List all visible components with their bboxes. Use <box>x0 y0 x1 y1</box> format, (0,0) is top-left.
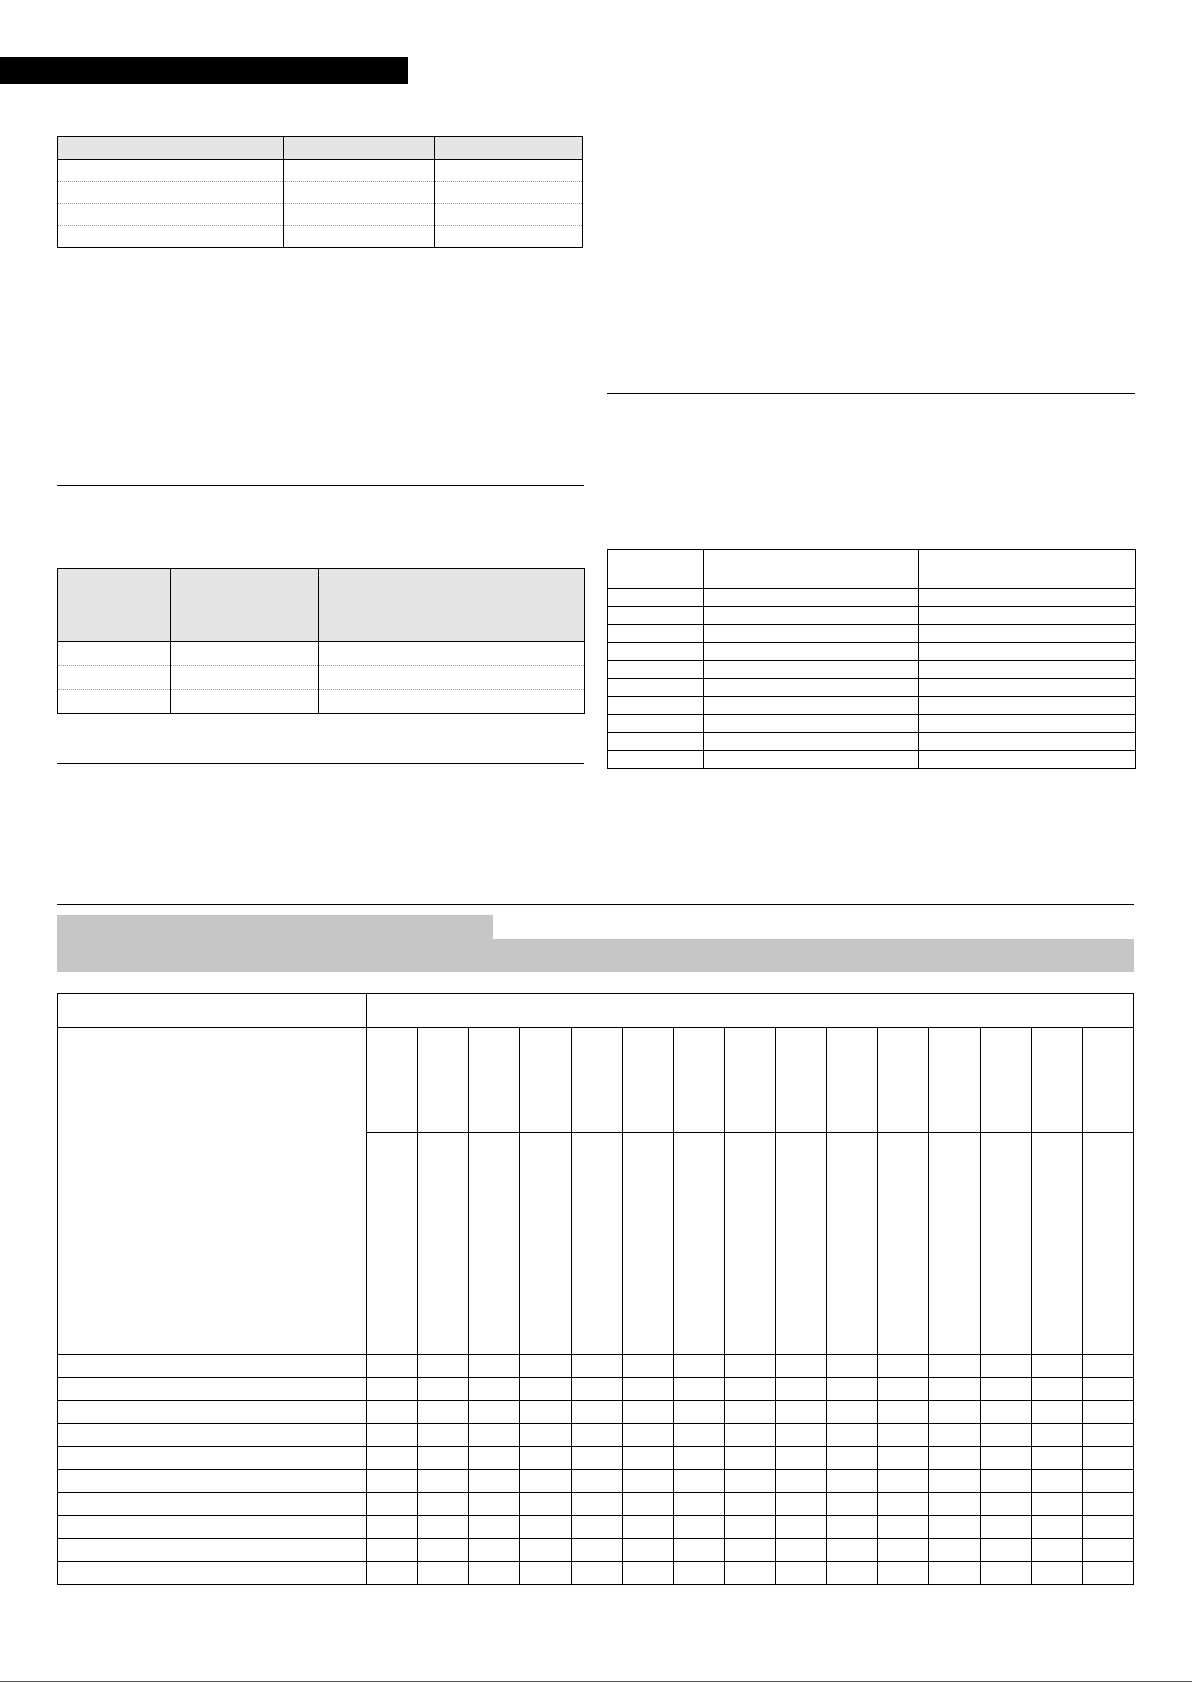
table-row <box>58 642 585 666</box>
table-cell <box>704 715 919 733</box>
matrix-subheader <box>980 1133 1031 1355</box>
matrix-cell <box>724 1562 775 1585</box>
matrix-cell <box>673 1355 724 1378</box>
matrix-cell <box>520 1516 571 1539</box>
footer-rule <box>0 1681 1192 1682</box>
matrix-cell <box>367 1539 418 1562</box>
matrix-subheader <box>1082 1133 1133 1355</box>
matrix-group-header <box>367 994 1134 1028</box>
matrix-cell <box>673 1424 724 1447</box>
table-cell <box>608 625 704 643</box>
matrix-cell <box>469 1378 520 1401</box>
table-cell <box>608 715 704 733</box>
table-cell <box>608 643 704 661</box>
matrix-cell <box>776 1424 827 1447</box>
matrix-cell <box>571 1355 622 1378</box>
matrix-cell <box>520 1447 571 1470</box>
matrix-cell <box>571 1378 622 1401</box>
matrix-cell <box>622 1539 673 1562</box>
table-cell <box>919 715 1136 733</box>
matrix-cell <box>878 1493 929 1516</box>
table-cell <box>704 607 919 625</box>
matrix-cell <box>724 1424 775 1447</box>
header-bar <box>0 57 408 84</box>
matrix-cell <box>418 1355 469 1378</box>
matrix-row <box>58 1470 1134 1493</box>
matrix-cell <box>367 1447 418 1470</box>
matrix-row-label <box>58 1493 367 1516</box>
column-header <box>171 569 319 642</box>
matrix-table <box>57 993 1134 1585</box>
matrix-cell <box>776 1516 827 1539</box>
matrix-cell <box>776 1378 827 1401</box>
matrix-cell <box>724 1493 775 1516</box>
matrix-cell <box>776 1562 827 1585</box>
matrix-cell <box>1082 1401 1133 1424</box>
table-cell <box>704 733 919 751</box>
matrix-cell <box>367 1355 418 1378</box>
table-cell <box>434 226 582 248</box>
matrix-cell <box>724 1470 775 1493</box>
matrix-cell <box>878 1378 929 1401</box>
divider-left-1 <box>57 485 584 486</box>
table-cell <box>434 182 582 204</box>
matrix-row <box>58 1378 1134 1401</box>
matrix-column-header <box>367 1028 418 1133</box>
table-row <box>58 160 583 182</box>
matrix-column-header <box>878 1028 929 1133</box>
matrix-label-column-header <box>58 1028 367 1355</box>
matrix-cell <box>673 1493 724 1516</box>
table-cell <box>608 751 704 769</box>
table-cell <box>919 625 1136 643</box>
matrix-cell <box>929 1355 980 1378</box>
matrix-row <box>58 1447 1134 1470</box>
table-cell <box>608 607 704 625</box>
matrix-subheader <box>929 1133 980 1355</box>
matrix-cell <box>520 1378 571 1401</box>
table-mid-left <box>57 568 585 714</box>
table-cell <box>919 679 1136 697</box>
matrix-cell <box>878 1562 929 1585</box>
matrix-corner-header <box>58 994 367 1028</box>
matrix-row-label <box>58 1424 367 1447</box>
column-header <box>704 550 919 589</box>
matrix-cell <box>571 1493 622 1516</box>
matrix-body <box>58 1355 1134 1585</box>
matrix-cell <box>1031 1447 1082 1470</box>
matrix-cell <box>980 1355 1031 1378</box>
matrix-cell <box>571 1470 622 1493</box>
column-header <box>284 137 434 160</box>
matrix-row-label <box>58 1401 367 1424</box>
matrix-cell <box>367 1470 418 1493</box>
matrix-column-header <box>571 1028 622 1133</box>
table-cell <box>919 589 1136 607</box>
matrix-cell <box>929 1447 980 1470</box>
matrix-cell <box>980 1516 1031 1539</box>
matrix-cell <box>724 1447 775 1470</box>
table-cell <box>919 751 1136 769</box>
column-header <box>608 550 704 589</box>
matrix-cell <box>469 1470 520 1493</box>
matrix-cell <box>827 1562 878 1585</box>
matrix-cell <box>1031 1493 1082 1516</box>
table-cell <box>58 160 284 182</box>
table-cell <box>704 589 919 607</box>
matrix-cell <box>1082 1470 1133 1493</box>
matrix-row <box>58 1539 1134 1562</box>
table-row <box>608 733 1136 751</box>
table-cell <box>608 679 704 697</box>
matrix-cell <box>622 1470 673 1493</box>
matrix-cell <box>367 1401 418 1424</box>
table-cell <box>919 697 1136 715</box>
matrix-subheader <box>418 1133 469 1355</box>
matrix-cell <box>367 1493 418 1516</box>
matrix-cell <box>827 1470 878 1493</box>
matrix-cell <box>520 1493 571 1516</box>
table-cell <box>434 204 582 226</box>
table-cell <box>704 661 919 679</box>
table-cell <box>919 733 1136 751</box>
matrix-cell <box>571 1539 622 1562</box>
matrix-row <box>58 1355 1134 1378</box>
matrix-cell <box>980 1470 1031 1493</box>
matrix-cell <box>776 1539 827 1562</box>
matrix-cell <box>418 1562 469 1585</box>
table-cell <box>704 643 919 661</box>
matrix-cell <box>418 1516 469 1539</box>
matrix-cell <box>980 1562 1031 1585</box>
matrix-cell <box>622 1447 673 1470</box>
table-cell <box>58 182 284 204</box>
matrix-cell <box>878 1470 929 1493</box>
matrix-cell <box>776 1355 827 1378</box>
matrix-cell <box>571 1447 622 1470</box>
matrix-cell <box>673 1378 724 1401</box>
matrix-column-header <box>827 1028 878 1133</box>
matrix-row <box>58 1562 1134 1585</box>
table-cell <box>608 589 704 607</box>
matrix-cell <box>929 1470 980 1493</box>
matrix-cell <box>469 1424 520 1447</box>
table-header-row <box>58 137 583 160</box>
matrix-cell <box>520 1424 571 1447</box>
matrix-cell <box>571 1401 622 1424</box>
table-top-left <box>57 136 583 248</box>
table-row <box>608 697 1136 715</box>
matrix-cell <box>776 1493 827 1516</box>
matrix-cell <box>929 1401 980 1424</box>
matrix-cell <box>1082 1539 1133 1562</box>
table-cell <box>608 697 704 715</box>
table-cell <box>284 204 434 226</box>
matrix-cell <box>1031 1562 1082 1585</box>
matrix-cell <box>418 1424 469 1447</box>
matrix-subheader <box>367 1133 418 1355</box>
matrix-cell <box>827 1355 878 1378</box>
table-cell <box>171 642 319 666</box>
matrix-cell <box>622 1562 673 1585</box>
matrix-row <box>58 1424 1134 1447</box>
matrix-cell <box>673 1516 724 1539</box>
matrix-cell <box>418 1447 469 1470</box>
table-cell <box>58 690 171 714</box>
column-header <box>58 569 171 642</box>
table-row <box>608 715 1136 733</box>
matrix-cell <box>673 1539 724 1562</box>
divider-right-1 <box>607 393 1135 394</box>
table-cell <box>704 697 919 715</box>
matrix-cell <box>622 1378 673 1401</box>
matrix-cell <box>929 1516 980 1539</box>
matrix-cell <box>622 1355 673 1378</box>
matrix-cell <box>367 1562 418 1585</box>
divider-full <box>57 904 1134 905</box>
matrix-subheader <box>724 1133 775 1355</box>
table-cell <box>319 690 585 714</box>
table-cell <box>319 666 585 690</box>
matrix-cell <box>1031 1401 1082 1424</box>
matrix-cell <box>827 1424 878 1447</box>
table-cell <box>704 751 919 769</box>
matrix-subheader <box>827 1133 878 1355</box>
table-cell <box>919 661 1136 679</box>
matrix-cell <box>571 1424 622 1447</box>
matrix-row <box>58 1516 1134 1539</box>
table-cell <box>171 666 319 690</box>
matrix-cell <box>622 1424 673 1447</box>
matrix-row-label <box>58 1539 367 1562</box>
matrix-cell <box>724 1401 775 1424</box>
matrix-cell <box>827 1493 878 1516</box>
matrix-cell <box>776 1470 827 1493</box>
matrix-cell <box>622 1401 673 1424</box>
matrix-subheader <box>622 1133 673 1355</box>
matrix-cell <box>827 1516 878 1539</box>
matrix-column-header <box>1082 1028 1133 1133</box>
table-row <box>58 204 583 226</box>
table-cell <box>284 160 434 182</box>
matrix-subheader <box>571 1133 622 1355</box>
matrix-column-header <box>724 1028 775 1133</box>
matrix-cell <box>469 1447 520 1470</box>
matrix-cell <box>980 1401 1031 1424</box>
matrix-cell <box>878 1539 929 1562</box>
matrix-cell <box>1031 1539 1082 1562</box>
table-cell <box>434 160 582 182</box>
table-row <box>608 679 1136 697</box>
matrix-cell <box>724 1516 775 1539</box>
matrix-cell <box>418 1470 469 1493</box>
table-row <box>58 226 583 248</box>
matrix-cell <box>469 1401 520 1424</box>
matrix-cell <box>929 1424 980 1447</box>
matrix-cell <box>878 1355 929 1378</box>
matrix-cell <box>469 1539 520 1562</box>
matrix-cell <box>1082 1447 1133 1470</box>
section-title-tab <box>57 915 493 939</box>
table-cell <box>284 226 434 248</box>
matrix-column-header <box>418 1028 469 1133</box>
matrix-column-header <box>776 1028 827 1133</box>
matrix-cell <box>520 1355 571 1378</box>
column-header <box>58 137 284 160</box>
matrix-column-header <box>469 1028 520 1133</box>
table-cell <box>608 661 704 679</box>
table-cell <box>704 625 919 643</box>
matrix-subheader <box>520 1133 571 1355</box>
matrix-cell <box>418 1401 469 1424</box>
matrix-cell <box>367 1424 418 1447</box>
matrix-cell <box>469 1516 520 1539</box>
matrix-subheader <box>878 1133 929 1355</box>
matrix-cell <box>878 1447 929 1470</box>
matrix-cell <box>520 1539 571 1562</box>
matrix-cell <box>827 1447 878 1470</box>
table-row <box>608 589 1136 607</box>
matrix-cell <box>980 1539 1031 1562</box>
matrix-cell <box>520 1401 571 1424</box>
matrix-cell <box>776 1447 827 1470</box>
matrix-column-header <box>1031 1028 1082 1133</box>
matrix-cell <box>673 1447 724 1470</box>
matrix-row <box>58 1401 1134 1424</box>
matrix-cell <box>980 1424 1031 1447</box>
matrix-row-label <box>58 1562 367 1585</box>
table-row <box>608 607 1136 625</box>
matrix-row-label <box>58 1470 367 1493</box>
matrix-cell <box>469 1493 520 1516</box>
table-cell <box>171 690 319 714</box>
table-cell <box>319 642 585 666</box>
matrix-cell <box>469 1562 520 1585</box>
table-row <box>608 625 1136 643</box>
matrix-cell <box>776 1401 827 1424</box>
column-header <box>434 137 582 160</box>
table-row <box>608 643 1136 661</box>
matrix-cell <box>520 1562 571 1585</box>
table-row <box>58 182 583 204</box>
table-cell <box>58 204 284 226</box>
matrix-cell <box>724 1378 775 1401</box>
matrix-cell <box>1082 1493 1133 1516</box>
matrix-cell <box>1082 1424 1133 1447</box>
table-header-row <box>58 569 585 642</box>
matrix-cell <box>929 1539 980 1562</box>
matrix-cell <box>622 1493 673 1516</box>
matrix-cell <box>827 1539 878 1562</box>
table-cell <box>58 666 171 690</box>
matrix-column-header <box>673 1028 724 1133</box>
matrix-cell <box>673 1401 724 1424</box>
table-right <box>607 549 1136 769</box>
matrix-column-header <box>520 1028 571 1133</box>
table-cell <box>58 642 171 666</box>
matrix-cell <box>367 1378 418 1401</box>
matrix-cell <box>469 1355 520 1378</box>
matrix-cell <box>418 1539 469 1562</box>
table-cell <box>919 607 1136 625</box>
matrix-cell <box>878 1424 929 1447</box>
column-header <box>919 550 1136 589</box>
matrix-cell <box>622 1516 673 1539</box>
matrix-subheader <box>469 1133 520 1355</box>
section-band <box>57 939 1134 972</box>
table-cell <box>58 226 284 248</box>
matrix-column-header <box>622 1028 673 1133</box>
table-cell <box>608 733 704 751</box>
matrix-cell <box>571 1562 622 1585</box>
table-cell <box>919 643 1136 661</box>
matrix-cell <box>1082 1355 1133 1378</box>
table-row <box>608 751 1136 769</box>
matrix-row-label <box>58 1447 367 1470</box>
matrix-cell <box>1031 1470 1082 1493</box>
matrix-row <box>58 1493 1134 1516</box>
matrix-cell <box>929 1493 980 1516</box>
matrix-cell <box>520 1470 571 1493</box>
matrix-cell <box>724 1355 775 1378</box>
matrix-cell <box>673 1470 724 1493</box>
matrix-cell <box>1082 1562 1133 1585</box>
matrix-cell <box>418 1378 469 1401</box>
matrix-cell <box>1082 1516 1133 1539</box>
table-row <box>608 661 1136 679</box>
matrix-cell <box>1082 1378 1133 1401</box>
matrix-cell <box>827 1378 878 1401</box>
matrix-header-row-1 <box>58 994 1134 1028</box>
divider-left-2 <box>57 763 584 764</box>
matrix-row-label <box>58 1355 367 1378</box>
matrix-cell <box>929 1378 980 1401</box>
matrix-cell <box>724 1539 775 1562</box>
matrix-subheader <box>673 1133 724 1355</box>
matrix-cell <box>673 1562 724 1585</box>
matrix-row-label <box>58 1516 367 1539</box>
matrix-column-header <box>980 1028 1031 1133</box>
matrix-header-row-2 <box>58 1028 1134 1133</box>
matrix-cell <box>929 1562 980 1585</box>
table-row <box>58 690 585 714</box>
matrix-cell <box>827 1401 878 1424</box>
matrix-cell <box>1031 1378 1082 1401</box>
table-cell <box>704 679 919 697</box>
matrix-column-header <box>929 1028 980 1133</box>
matrix-cell <box>418 1493 469 1516</box>
matrix-cell <box>878 1401 929 1424</box>
matrix-cell <box>1031 1424 1082 1447</box>
matrix-cell <box>571 1516 622 1539</box>
matrix-row-label <box>58 1378 367 1401</box>
matrix-cell <box>980 1493 1031 1516</box>
table-header-row <box>608 550 1136 589</box>
matrix-cell <box>878 1516 929 1539</box>
matrix-cell <box>1031 1516 1082 1539</box>
matrix-subheader <box>776 1133 827 1355</box>
table-row <box>58 666 585 690</box>
table-cell <box>284 182 434 204</box>
matrix-subheader <box>1031 1133 1082 1355</box>
column-header <box>319 569 585 642</box>
matrix-cell <box>367 1516 418 1539</box>
matrix-cell <box>980 1447 1031 1470</box>
matrix-cell <box>1031 1355 1082 1378</box>
matrix-cell <box>980 1378 1031 1401</box>
